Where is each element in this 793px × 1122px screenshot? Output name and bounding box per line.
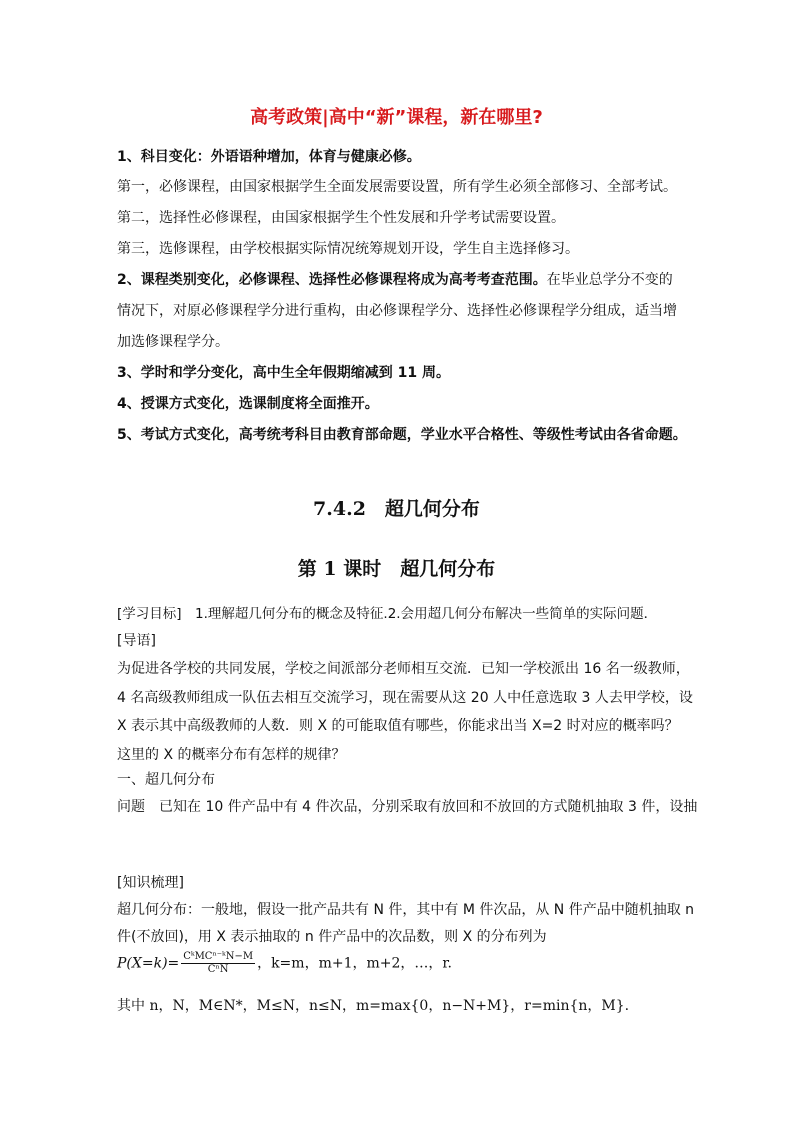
formula-rhs: ，k=m，m+1，m+2，…，r. [257,955,452,972]
lesson-subheading: 第 1 课时 超几何分布 [297,558,496,580]
policy-item-4: 4、授课方式变化，选课制度将全面推开。 [117,396,379,412]
policy-item-5: 5、考试方式变化，高考统考科目由教育部命题，学业水平合格性、等级性考试由各省命题。 [117,427,687,443]
page-title: 高考政策|高中“新”课程，新在哪里? [250,107,543,128]
conditions-line: 其中 n，N，M∈N*，M≤N，n≤N，m=max{0，n−N+M}，r=min{n，M}. [117,998,630,1014]
learning-goals: [学习目标] 1.理解超几何分布的概念及特征.2.会用超几何分布解决一些简单的实际问题． [117,606,658,622]
formula-fraction [181,951,255,976]
intro-line-3: X 表示其中高级教师的人数．则 X 的可能取值有哪些，你能求出当 X=2 时对应的概率吗？ [117,718,679,734]
policy-item-1a: 第一，必修课程，由国家根据学生全面发展需要设置，所有学生必须全部修习、全部考试。 [117,179,677,195]
policy-item-3: 3、学时和学分变化，高中生全年假期缩减到 11 周。 [117,365,450,381]
intro-tag: [导语] [117,633,156,649]
intro-line-1: 为促进各学校的共同发展，学校之间派部分老师相互交流．已知一学校派出 16 名一级教师， [117,661,690,677]
policy-item-2-bold: 2、课程类别变化，必修课程、选择性必修课程将成为高考考查范围。 [117,272,547,288]
formula-numerator: CᵏMCⁿ⁻ᵏN−M [183,951,254,962]
distribution-formula [117,951,452,976]
policy-item-2-rest: 在毕业总学分不变的 [546,272,673,288]
definition-line-2: 件(不放回)，用 X 表示抽取的 n 件产品中的次品数，则 X 的分布列为 [117,929,547,945]
policy-item-1c: 第三，选修课程，由学校根据实际情况统筹规划开设，学生自主选择修习。 [117,241,579,257]
definition-line-1: 超几何分布：一般地，假设一批产品共有 N 件，其中有 M 件次品，从 N 件产品中随机抽取 n [117,902,695,918]
part-heading: 一、超几何分布 [117,772,215,788]
knowledge-tag: [知识梳理] [117,875,184,891]
policy-item-2 [117,270,673,290]
problem-text: 问题 已知在 10 件产品中有 4 件次品，分别采取有放回和不放回的方式随机抽取 3 件，设抽 [117,799,698,815]
policy-item-2-line3: 加选修课程学分。 [117,334,229,350]
policy-item-1: 1、科目变化：外语语种增加，体育与健康必修。 [117,149,421,165]
section-heading: 7.4.2 超几何分布 [313,498,480,520]
formula-denominator: CⁿN [207,964,229,975]
formula-lhs: P(X=k)= [117,955,180,972]
intro-line-2: 4 名高级教师组成一队伍去相互交流学习，现在需要从这 20 人中任意选取 3 人去甲学校，设 [117,690,693,706]
intro-line-4: 这里的 X 的概率分布有怎样的规律？ [117,747,346,763]
policy-item-2-line2: 情况下，对原必修课程学分进行重构，由必修课程学分、选择性必修课程学分组成，适当增 [117,303,677,319]
policy-item-1b: 第二，选择性必修课程，由国家根据学生个性发展和升学考试需要设置。 [117,210,565,226]
